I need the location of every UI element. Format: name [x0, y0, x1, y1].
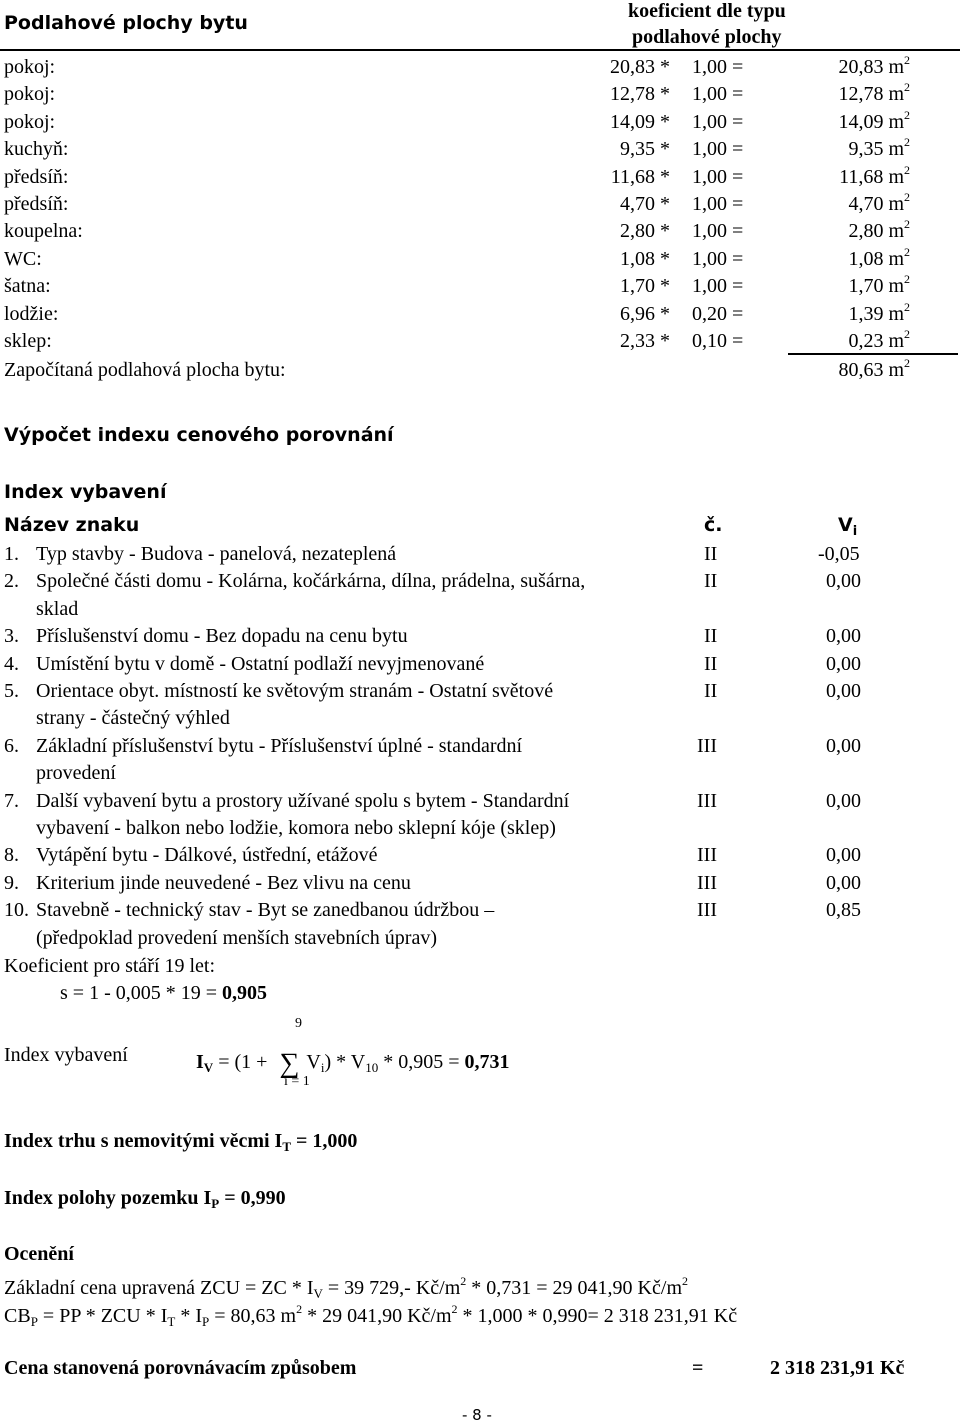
- position-index: [4, 1187, 286, 1210]
- floor-result-unit: m: [888, 302, 904, 325]
- val1-b: = 39 729,- Kč/m: [322, 1277, 461, 1299]
- equipment-item-class: III: [697, 789, 717, 812]
- equipment-item-class: II: [704, 543, 718, 565]
- equipment-item-class: III: [697, 844, 717, 867]
- val2-sub3: P: [202, 1314, 210, 1329]
- floor-result-number: 11,68: [839, 165, 884, 188]
- floor-result-unit: m: [888, 330, 904, 352]
- val1-sub: V: [313, 1286, 323, 1301]
- val2-exp2: 2: [451, 1302, 458, 1316]
- val1-exp1: 2: [460, 1274, 467, 1288]
- header-rule: [0, 49, 960, 51]
- col-v-sub: i: [852, 524, 858, 539]
- floor-result-number: 1,39: [848, 302, 884, 325]
- floor-room-area: 2,33 *: [620, 330, 670, 352]
- equipment-item-class: II: [704, 652, 718, 675]
- section-title: Výpočet indexu cenového porovnání: [4, 424, 394, 446]
- equipment-item-class: II: [704, 625, 718, 648]
- floor-room-label: předsíň:: [4, 165, 69, 188]
- floor-result-exp: 2: [904, 244, 910, 259]
- floor-room-area: 1,08 *: [620, 247, 670, 270]
- floor-room-coef: 0,20 =: [692, 302, 744, 325]
- market-value: = 1,000: [291, 1130, 358, 1152]
- floor-result-number: 14,09: [838, 110, 884, 133]
- iv-vi: V: [306, 1051, 321, 1073]
- val2-f: * 1,000 * 0,990= 2 318 231,91 Kč: [457, 1305, 738, 1327]
- final-eq: =: [692, 1357, 704, 1379]
- floor-result-exp: 2: [904, 272, 910, 287]
- floor-result-unit: m: [888, 275, 904, 298]
- valuation-title: Ocenění: [4, 1243, 74, 1265]
- equipment-item-number: 2.: [4, 570, 19, 593]
- floor-result-number: 12,78: [838, 83, 884, 106]
- floor-room-label: lodžie:: [4, 302, 59, 325]
- position-text: Index polohy pozemku I: [4, 1187, 212, 1209]
- floor-result-unit: m: [888, 220, 904, 243]
- floor-result-unit: m: [888, 193, 904, 215]
- floor-room-coef: 1,00 =: [692, 165, 744, 188]
- valuation-line1: [4, 1274, 688, 1301]
- floor-room-result: [760, 190, 910, 216]
- market-index: [4, 1130, 357, 1153]
- equipment-item-number: 3.: [4, 625, 19, 648]
- equipment-item-text: Další vybavení bytu a prostory užívané spolu s bytem - Standardní: [36, 789, 570, 812]
- floor-result-exp: 2: [904, 327, 910, 341]
- floor-room-area: 6,96 *: [620, 302, 670, 325]
- floor-room-coef: 1,00 =: [692, 193, 744, 215]
- col-v-header: [838, 514, 858, 539]
- floor-room-result: [760, 135, 910, 161]
- equipment-item-text: Stavebně - technický stav - Byt se zanedbanou údržbou –: [36, 899, 495, 922]
- equipment-item-number: 10.: [4, 899, 29, 922]
- equipment-item-text: Kriterium jinde neuvedené - Bez vlivu na cenu: [36, 871, 411, 894]
- floor-room-result: [760, 162, 910, 189]
- coef-header-line1: koeficient dle typu: [628, 0, 786, 22]
- equipment-item-value: 0,00: [826, 570, 861, 593]
- equipment-item-class: II: [704, 680, 718, 702]
- equipment-item-value: 0,00: [826, 734, 861, 757]
- floor-result-number: 9,35: [848, 138, 884, 161]
- floor-room-result: [760, 217, 910, 243]
- val2-d: = 80,63 m: [209, 1305, 297, 1327]
- floor-room-label: WC:: [4, 247, 42, 270]
- index-label: Index vybavení: [4, 1044, 128, 1066]
- total-label: Započítaná podlahová plocha bytu:: [4, 359, 286, 381]
- floor-result-exp: 2: [904, 190, 910, 204]
- floor-result-exp: 2: [904, 80, 910, 95]
- iv-tail2: * 0,905 =: [378, 1051, 465, 1073]
- page-number: - 8 -: [462, 1406, 492, 1424]
- floor-room-area: 14,09 *: [610, 110, 670, 133]
- equipment-item-text: Vytápění bytu - Dálkové, ústřední, etážové: [36, 844, 378, 867]
- val1-exp2: 2: [682, 1274, 688, 1288]
- floor-room-coef: 1,00 =: [692, 220, 744, 243]
- floor-room-result: [760, 272, 910, 298]
- age-label: Koeficient pro stáří 19 let:: [4, 955, 216, 977]
- equipment-item-value: 0,00: [826, 680, 861, 702]
- position-sub: P: [211, 1196, 220, 1211]
- floor-result-unit: m: [888, 110, 904, 133]
- equipment-item-value: 0,00: [826, 844, 861, 867]
- iv-result: 0,731: [464, 1051, 510, 1073]
- coef-header-line2: podlahové plochy: [632, 26, 782, 48]
- floor-room-result: [760, 80, 910, 106]
- floor-room-label: pokoj:: [4, 83, 56, 106]
- equipment-item-class: II: [704, 570, 718, 593]
- floor-result-exp: 2: [904, 299, 910, 314]
- iv-tail-sub: 10: [365, 1060, 379, 1075]
- floor-result-number: 1,70: [848, 275, 884, 298]
- equipment-item-class: III: [697, 734, 717, 757]
- val2-exp1: 2: [296, 1302, 303, 1316]
- floor-result-number: 20,83: [838, 56, 884, 78]
- floor-room-area: 12,78 *: [610, 83, 670, 106]
- floor-result-number: 4,70: [848, 193, 884, 215]
- total-unit: m: [888, 359, 904, 381]
- floor-result-unit: m: [888, 165, 904, 188]
- equipment-item-text: Základní příslušenství bytu - Příslušenství úplné - standardní: [36, 734, 523, 757]
- floor-result-unit: m: [888, 247, 904, 270]
- floor-room-result: [760, 327, 910, 353]
- equipment-item-number: 4.: [4, 652, 19, 675]
- val2-b: = PP * ZCU * I: [37, 1305, 168, 1327]
- floor-result-exp: 2: [904, 217, 910, 232]
- floor-room-area: 11,68 *: [610, 165, 670, 188]
- floor-room-result: [760, 299, 910, 326]
- floor-result-exp: 2: [904, 162, 910, 177]
- market-text: Index trhu s nemovitými věcmi I: [4, 1130, 283, 1152]
- val1-a: Základní cena upravená ZCU = ZC * I: [4, 1277, 314, 1299]
- floor-room-label: kuchyň:: [4, 138, 69, 161]
- val2-e: * 29 041,90 Kč/m: [302, 1305, 452, 1327]
- equipment-item-value: -0,05: [818, 543, 860, 565]
- floor-room-area: 20,83 *: [610, 56, 670, 78]
- floor-room-coef: 1,00 =: [692, 110, 744, 133]
- floor-room-label: šatna:: [4, 275, 51, 298]
- floor-room-area: 1,70 *: [620, 275, 670, 298]
- position-value: = 0,990: [219, 1187, 286, 1209]
- final-label: Cena stanovená porovnávacím způsobem: [4, 1357, 357, 1379]
- floor-room-result: [760, 244, 910, 271]
- equipment-item-text-cont: sklad: [36, 597, 79, 620]
- equipment-item-number: 1.: [4, 543, 19, 565]
- sum-lower-limit: i = 1: [284, 1074, 310, 1089]
- iv-vi-sub: i: [320, 1060, 325, 1075]
- col-name-header: Název znaku: [4, 514, 140, 536]
- floor-result-exp: 2: [904, 135, 910, 150]
- sum-rule: [788, 353, 958, 355]
- floor-room-coef: 1,00 =: [692, 247, 744, 270]
- iv-sub: V: [203, 1060, 214, 1075]
- equipment-item-text-cont: strany - částečný výhled: [36, 707, 230, 730]
- equipment-item-value: 0,00: [826, 871, 861, 894]
- equipment-item-text: Typ stavby - Budova - panelová, nezateplená: [36, 543, 397, 565]
- equipment-item-value: 0,00: [826, 625, 861, 648]
- equipment-item-number: 5.: [4, 680, 19, 702]
- floor-room-label: předsíň:: [4, 193, 69, 215]
- floor-result-number: 0,23: [848, 330, 884, 352]
- floor-room-label: pokoj:: [4, 56, 56, 78]
- floor-room-area: 2,80 *: [620, 220, 670, 243]
- market-sub: T: [282, 1139, 291, 1154]
- floor-result-number: 2,80: [848, 220, 884, 243]
- equipment-item-text-cont: (předpoklad provedení menších stavebních úprav): [36, 926, 437, 949]
- floor-room-coef: 1,00 =: [692, 83, 744, 106]
- total-value: [760, 356, 910, 382]
- val2-a: CB: [4, 1305, 31, 1327]
- equipment-item-number: 6.: [4, 734, 19, 757]
- floor-room-area: 4,70 *: [620, 193, 670, 215]
- floor-title: Podlahové plochy bytu: [4, 12, 248, 34]
- equipment-item-text: Společné části domu - Kolárna, kočárkárna, dílna, prádelna, sušárna,: [36, 570, 586, 593]
- val2-c: * I: [175, 1305, 202, 1327]
- total-number: 80,63: [838, 359, 884, 381]
- equipment-item-number: 8.: [4, 844, 19, 867]
- floor-result-exp: 2: [904, 107, 910, 122]
- floor-result-unit: m: [888, 138, 904, 161]
- equipment-item-number: 9.: [4, 871, 19, 894]
- iv-mid: = (1 +: [213, 1051, 273, 1073]
- equipment-item-value: 0,85: [826, 899, 861, 922]
- floor-room-coef: 1,00 =: [692, 138, 744, 161]
- floor-result-exp: 2: [904, 53, 910, 67]
- iv-formula: [196, 1044, 510, 1079]
- equipment-item-text-cont: provedení: [36, 762, 116, 785]
- age-result: 0,905: [222, 982, 268, 1004]
- floor-result-unit: m: [888, 56, 904, 78]
- floor-room-label: sklep:: [4, 330, 52, 352]
- floor-room-result: [760, 107, 910, 134]
- equipment-item-number: 7.: [4, 789, 19, 812]
- floor-room-area: 9,35 *: [620, 138, 670, 161]
- equipment-title: Index vybavení: [4, 481, 167, 503]
- final-value: 2 318 231,91 Kč: [770, 1357, 905, 1379]
- floor-room-coef: 0,10 =: [692, 330, 744, 352]
- equipment-item-text: Umístění bytu v domě - Ostatní podlaží nevyjmenované: [36, 652, 485, 675]
- total-unit-exp: 2: [904, 356, 910, 370]
- age-formula-text: s = 1 - 0,005 * 19 =: [60, 982, 223, 1004]
- floor-room-label: koupelna:: [4, 220, 83, 243]
- val2-sub2: T: [167, 1314, 176, 1329]
- age-formula: [60, 982, 267, 1005]
- sum-upper-limit: 9: [295, 1016, 302, 1031]
- equipment-item-text: Příslušenství domu - Bez dopadu na cenu bytu: [36, 625, 408, 648]
- floor-result-unit: m: [888, 83, 904, 106]
- equipment-item-class: III: [697, 899, 717, 922]
- valuation-line2: [4, 1302, 738, 1329]
- equipment-item-value: 0,00: [826, 789, 861, 812]
- floor-room-label: pokoj:: [4, 110, 56, 133]
- col-c-header: č.: [704, 514, 723, 536]
- col-v-letter: V: [838, 514, 853, 536]
- val1-c: * 0,731 = 29 041,90 Kč/m: [466, 1277, 682, 1299]
- iv-letter: I: [196, 1051, 204, 1073]
- floor-room-coef: 1,00 =: [692, 56, 744, 78]
- iv-tail1: ) * V: [324, 1051, 366, 1073]
- floor-result-number: 1,08: [848, 247, 884, 270]
- equipment-item-text: Orientace obyt. místností ke světovým stranám - Ostatní světové: [36, 680, 554, 702]
- equipment-item-value: 0,00: [826, 652, 861, 675]
- floor-room-coef: 1,00 =: [692, 275, 744, 298]
- val2-sub1: P: [30, 1314, 38, 1329]
- sigma-symbol: ∑: [279, 1048, 300, 1079]
- floor-room-result: [760, 53, 910, 79]
- equipment-item-text-cont: vybavení - balkon nebo lodžie, komora nebo sklepní kóje (sklep): [36, 817, 556, 839]
- equipment-item-class: III: [697, 871, 717, 894]
